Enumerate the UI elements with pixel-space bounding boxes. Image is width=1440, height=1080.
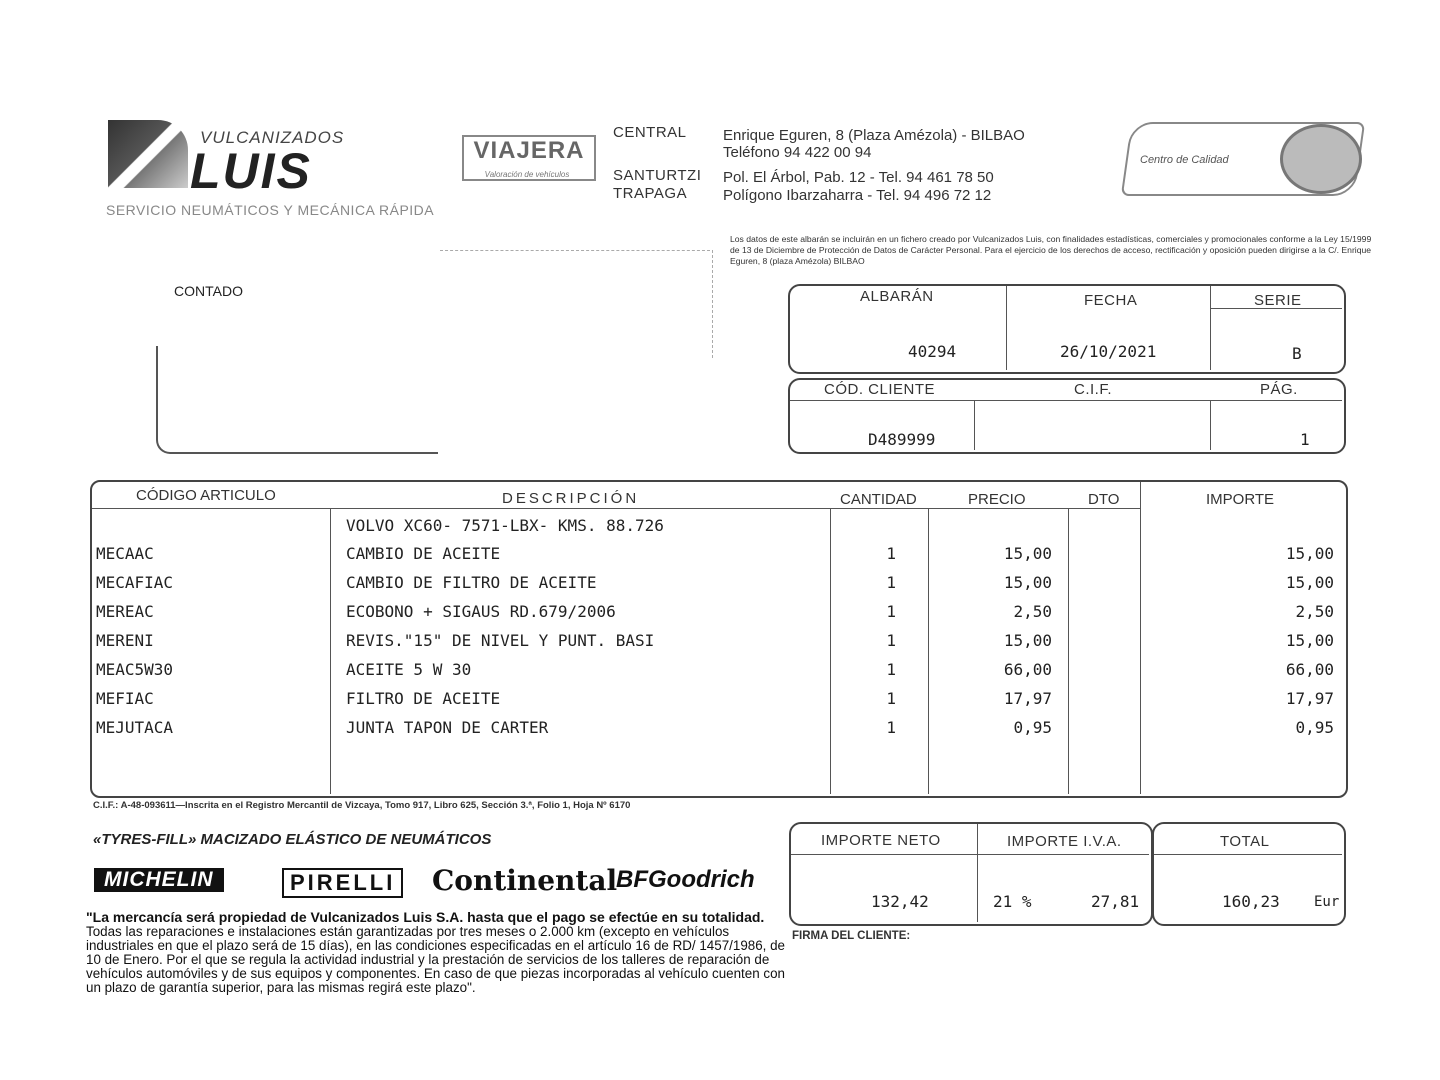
table-cell-importe: 2,50 — [1295, 602, 1334, 621]
divider — [1210, 286, 1211, 370]
table-cell-descripcion: REVIS."15" DE NIVEL Y PUNT. BASI — [346, 631, 655, 650]
address-central-line2: Teléfono 94 422 00 94 — [723, 144, 872, 161]
quality-certificate-emblem — [1280, 124, 1362, 194]
customer-name: CONTADO — [174, 283, 243, 299]
col-header-precio: PRECIO — [968, 491, 1026, 508]
albaran-label: ALBARÁN — [860, 288, 934, 305]
table-cell-cantidad: 1 — [886, 718, 896, 737]
address-santurtzi-line1: Pol. El Árbol, Pab. 12 - Tel. 94 461 78 50 — [723, 169, 994, 186]
cod-cliente-value: D489999 — [868, 430, 936, 449]
company-registry: C.I.F.: A-48-093611—Inscrita en el Registro Mercantil de Vizcaya, Tomo 917, Libro 625, Sección 3.ª, Folio 1, Hoja Nº 6170 — [93, 800, 631, 811]
table-cell-precio: 15,00 — [1003, 631, 1052, 650]
table-cell-descripcion: JUNTA TAPON DE CARTER — [346, 718, 549, 737]
brand-pirelli: PIRELLI — [282, 868, 403, 898]
company-logo-subtitle: SERVICIO NEUMÁTICOS Y MECÁNICA RÁPIDA — [106, 202, 435, 218]
table-cell-codigo: MEFIAC — [96, 689, 154, 708]
data-protection-notice: Los datos de este albarán se incluirán en un fichero creado por Vulcanizados Luis, con finalidades estadísticas, comerciales y promocionales conforme a la Ley 15/1999 de 13 de Diciembre de Protección de Datos de Carácter Personal. Para el ejercicio de los derechos de acceso, rectificación y oposición pueden dirigirse a la C/. Enrique Eguren, 8 (plaza Amézola) BILBAO — [730, 234, 1372, 266]
divider — [1154, 854, 1342, 855]
company-logo-top: VULCANIZADOS — [200, 128, 345, 147]
quality-certificate-label: Centro de Calidad — [1140, 154, 1229, 166]
address-label-santurtzi: SANTURTZI — [613, 167, 702, 184]
table-cell-importe: 15,00 — [1285, 573, 1334, 592]
table-cell-precio: 17,97 — [1003, 689, 1052, 708]
col-header-dto: DTO — [1088, 491, 1120, 508]
company-logo-mark — [108, 120, 188, 188]
table-cell-cantidad: 1 — [886, 660, 896, 679]
fecha-value: 26/10/2021 — [1060, 342, 1157, 361]
table-cell-cantidad: 1 — [886, 689, 896, 708]
tyres-fill-slogan: «TYRES-FILL» MACIZADO ELÁSTICO DE NEUMÁTICOS — [93, 831, 492, 848]
total-currency: Eur — [1314, 894, 1340, 910]
table-cell-precio: 15,00 — [1003, 544, 1052, 563]
address-bracket — [156, 346, 438, 454]
importe-neto-label: IMPORTE NETO — [821, 832, 941, 849]
document-info-box — [788, 284, 1346, 374]
albaran-number: 40294 — [908, 342, 957, 361]
legal-warranty-text: Todas las reparaciones e instalaciones están garantizadas por tres meses o 2.000 km (excepto en vehículos industriales en que el plazo será de 15 días), en las condiciones especificadas en el artículo 16 de RD/ 1457/1986, de 10 de Enero. Por el que se regula la actividad industrial y la prestación de servicios de los talleres de reparación de vehículos automóviles y de sus equipos y componentes. En caso de que piezas incorporadas al vehículo cuenten con un plazo de garantía superior, para las mismas regirá este plazo". — [86, 924, 785, 995]
table-cell-cantidad: 1 — [886, 544, 896, 563]
table-cell-codigo: MEAC5W30 — [96, 660, 174, 679]
col-header-codigo: CÓDIGO ARTICULO — [136, 487, 276, 504]
table-col-divider — [928, 508, 929, 794]
col-header-importe: IMPORTE — [1206, 491, 1275, 508]
table-cell-codigo: MEJUTACA — [96, 718, 174, 737]
partner-logo-subtitle: Valoración de vehículos — [484, 170, 570, 179]
table-cell-codigo: MERENI — [96, 631, 154, 650]
table-cell-descripcion: CAMBIO DE ACEITE — [346, 544, 501, 563]
legal-ownership-clause: "La mercancía será propiedad de Vulcanizados Luis S.A. hasta que el pago se efectúe en su totalidad. — [86, 909, 765, 925]
table-cell-importe: 15,00 — [1285, 544, 1334, 563]
table-cell-descripcion: ECOBONO + SIGAUS RD.679/2006 — [346, 602, 616, 621]
address-window-dotted-top — [440, 250, 710, 251]
brand-michelin: MICHELIN — [94, 868, 224, 892]
col-header-descripcion: DESCRIPCIÓN — [502, 490, 640, 507]
table-cell-codigo: MEREAC — [96, 602, 154, 621]
total-value: 160,23 — [1222, 892, 1280, 911]
table-header-divider — [92, 508, 1140, 509]
table-col-divider — [330, 508, 331, 794]
customer-signature-label: FIRMA DEL CLIENTE: — [792, 930, 911, 942]
items-table — [90, 480, 1348, 798]
table-cell-precio: 0,95 — [1013, 718, 1052, 737]
table-cell-codigo: MECAFIAC — [96, 573, 174, 592]
total-label: TOTAL — [1220, 833, 1270, 850]
vehicle-description: VOLVO XC60- 7571-LBX- KMS. 88.726 — [346, 516, 664, 535]
cod-cliente-label: CÓD. CLIENTE — [824, 381, 936, 398]
divider — [1006, 286, 1007, 370]
brand-continental: Continental — [432, 864, 618, 897]
table-cell-descripcion: FILTRO DE ACEITE — [346, 689, 501, 708]
address-window-dotted-right — [712, 250, 713, 358]
table-cell-precio: 2,50 — [1013, 602, 1052, 621]
divider — [974, 400, 975, 450]
divider — [790, 400, 1342, 401]
totals-box-neto-iva — [789, 822, 1153, 926]
fecha-label: FECHA — [1084, 292, 1138, 309]
totals-box-total — [1152, 822, 1346, 926]
table-cell-precio: 66,00 — [1003, 660, 1052, 679]
importe-iva-label: IMPORTE I.V.A. — [1007, 833, 1122, 850]
table-col-divider — [1140, 482, 1141, 794]
table-cell-importe: 66,00 — [1285, 660, 1334, 679]
customer-info-box — [788, 378, 1346, 454]
col-header-cantidad: CANTIDAD — [840, 491, 917, 508]
pag-value: 1 — [1300, 430, 1310, 449]
pag-label: PÁG. — [1260, 381, 1298, 398]
table-cell-importe: 17,97 — [1285, 689, 1334, 708]
table-cell-cantidad: 1 — [886, 573, 896, 592]
cif-label: C.I.F. — [1074, 381, 1113, 398]
legal-conditions — [86, 910, 786, 995]
address-trapaga-line1: Polígono Ibarzaharra - Tel. 94 496 72 12 — [723, 187, 992, 204]
table-cell-descripcion: ACEITE 5 W 30 — [346, 660, 472, 679]
table-cell-codigo: MECAAC — [96, 544, 154, 563]
table-col-divider — [1068, 508, 1069, 794]
table-cell-importe: 0,95 — [1295, 718, 1334, 737]
divider — [977, 824, 978, 922]
partner-logo: VIAJERA — [462, 135, 596, 181]
table-cell-cantidad: 1 — [886, 602, 896, 621]
table-cell-importe: 15,00 — [1285, 631, 1334, 650]
brand-bfgoodrich: BFGoodrich — [616, 866, 755, 893]
importe-neto-value: 132,42 — [871, 892, 929, 911]
divider — [1210, 400, 1211, 450]
serie-value: B — [1292, 344, 1302, 363]
serie-label: SERIE — [1254, 292, 1302, 309]
company-logo-name: LUIS — [190, 143, 312, 199]
address-label-central: CENTRAL — [613, 124, 687, 141]
table-col-divider — [830, 508, 831, 794]
importe-iva-value: 27,81 — [1091, 892, 1140, 911]
table-cell-descripcion: CAMBIO DE FILTRO DE ACEITE — [346, 573, 597, 592]
address-label-trapaga: TRAPAGA — [613, 185, 688, 202]
table-cell-precio: 15,00 — [1003, 573, 1052, 592]
iva-percentage: 21 % — [993, 892, 1032, 911]
address-central-line1: Enrique Eguren, 8 (Plaza Amézola) - BILBAO — [723, 127, 1025, 144]
divider — [791, 854, 1149, 855]
table-cell-cantidad: 1 — [886, 631, 896, 650]
